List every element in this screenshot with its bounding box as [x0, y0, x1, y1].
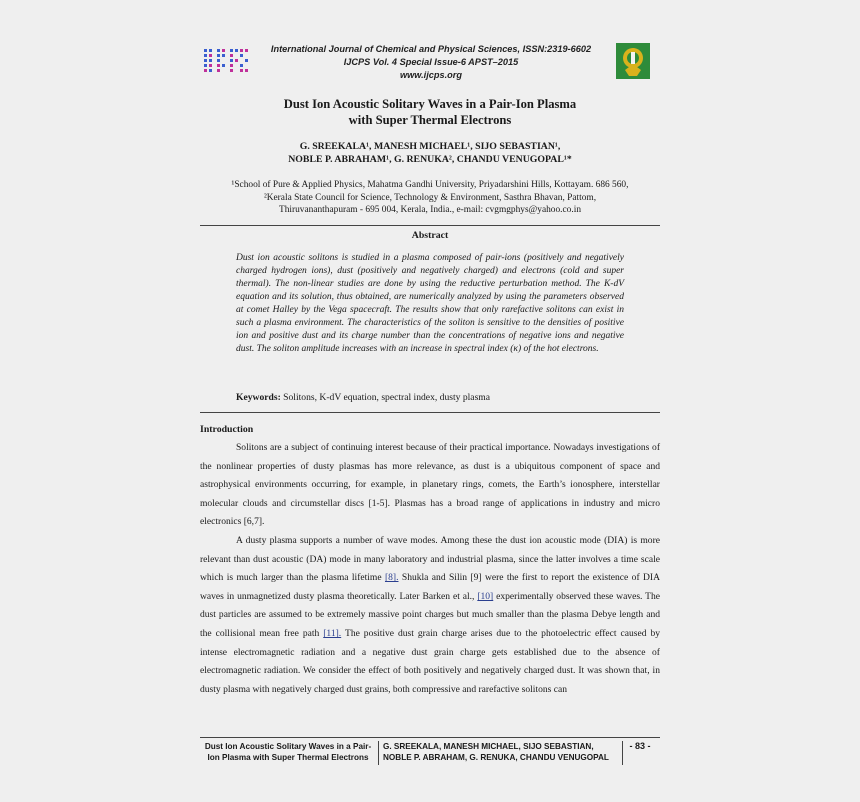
author-line: G. SREEKALA¹, MANESH MICHAEL¹, SIJO SEBASTIAN¹,: [299, 141, 561, 152]
keywords: [236, 392, 636, 403]
page-footer: [200, 737, 660, 764]
journal-url: www.ijcps.org: [400, 70, 462, 80]
section-heading: Introduction: [200, 424, 254, 435]
author-line: NOBLE P. ABRAHAM¹, G. RENUKA², CHANDU VENUGOPAL¹*: [288, 154, 572, 165]
divider: [200, 225, 660, 226]
title-line: with Super Thermal Electrons: [348, 113, 512, 127]
keywords-label: Keywords:: [236, 392, 281, 403]
text-span: The positive dust grain charge arises due to the photoelectric effect caused by intense electromagnetic radiation and a negative dust grain charge gets established due to the absence of electromagnetic radiation. We consider the effect of both positively and negatively charged dust. It was shown that, in dusty plasma with negatively charged dust grains, both compressive and rarefactive solitons can: [200, 627, 660, 695]
citation-link[interactable]: [8].: [384, 572, 399, 584]
text-span: experimentally observed these waves. The dust particles are assumed to be extremely massive point charges but much smaller than the plasma Debye length and the collisional mean free path: [200, 590, 660, 639]
affiliation-line: Thiruvananthapuram - 695 004, Kerala, India., e-mail: cvgmgphys@yahoo.co.in: [278, 205, 582, 215]
footer-title: [200, 741, 376, 763]
author-list: [200, 140, 660, 166]
abstract-text: Dust ion acoustic solitons is studied in a plasma composed of pair-ions (positively and negatively charged hydrogen ions), dust (positively and negatively charged) and electrons (cold and super thermal). The non-linear studies are done by using the reductive perturbation method. The K-dV equation and its solution, thus obtained, are numerically analyzed by using the parameters observed at comet Halley by the Vega spacecraft. The results show that only rarefactive solitons can exist in such a plasma environment. The characteristics of the soliton is sensitive to the densities of positive ion and positive dust and its charge number than the concentrations of negative ions and negative dust. The soliton amplitude increases with an increase in spectral index (κ) of the hot electrons.: [236, 253, 624, 354]
journal-volume: IJCPS Vol. 4 Special Issue-6 APST–2015: [343, 57, 519, 67]
paragraph-text: Solitons are a subject of continuing interest because of their practical importance. Nowadays investigations of the nonlinear properties of dusty plasmas has more relevance, as dust is a ubiquitous component of space and astrophysical environments occurring, for example, in planetary rings, comets, the Earth’s ionosphere, interstellar molecular clouds and circumstellar discs [1-5]. Plasmas has a broad range of applications in industry and micro electronics [6,7].: [200, 442, 660, 528]
abstract-heading: Abstract: [411, 230, 449, 241]
paper-title: [200, 96, 660, 128]
text-span: A dusty plasma supports a number of wave modes. Among these the dust ion acoustic mode (DIA) is more relevant than dust acoustic (DA) mode in many laboratory and industrial plasma, since the latter involves a time scale which is much larger than the plasma lifetime: [200, 535, 660, 584]
body-paragraph: [200, 439, 660, 532]
journal-header: [255, 43, 607, 82]
citation-link[interactable]: [10]: [477, 590, 494, 602]
page-number: - 83 -: [622, 741, 657, 765]
footer-title-line: Dust Ion Acoustic Solitary Waves in a Pair-: [204, 742, 372, 751]
body-paragraph: [200, 532, 660, 699]
citation-link[interactable]: [11].: [323, 627, 342, 639]
affiliation-line: ¹School of Pure & Applied Physics, Mahatma Gandhi University, Priyadarshini Hills, Kottayam. 686 560,: [231, 180, 629, 190]
text-span: Shukla and Silin [9] were the first to report the existence of DIA waves in unmagnetized dusty plasma theoretically. Later Barken et al.,: [200, 572, 660, 602]
affiliation-line: ²Kerala State Council for Science, Technology & Environment, Sasthra Bhavan, Pattom,: [263, 192, 597, 203]
title-line: Dust Ion Acoustic Solitary Waves in a Pair-Ion Plasma: [283, 97, 577, 111]
divider: [200, 412, 660, 413]
paragraph-text: [200, 532, 660, 699]
emblem-icon: [615, 42, 651, 80]
journal-name: International Journal of Chemical and Physical Sciences, ISSN:2319-6602: [270, 44, 592, 54]
footer-author-line: NOBLE P. ABRAHAM, G. RENUKA, CHANDU VENUGOPAL: [383, 753, 609, 762]
journal-logo: [203, 45, 251, 77]
footer-author-line: G. SREEKALA, MANESH MICHAEL, SIJO SEBASTIAN,: [383, 742, 594, 751]
footer-title-line: Ion Plasma with Super Thermal Electrons: [207, 753, 369, 762]
footer-authors: [378, 741, 621, 765]
keywords-text: Solitons, K-dV equation, spectral index, dusty plasma: [280, 392, 491, 403]
affiliations: [198, 179, 662, 217]
